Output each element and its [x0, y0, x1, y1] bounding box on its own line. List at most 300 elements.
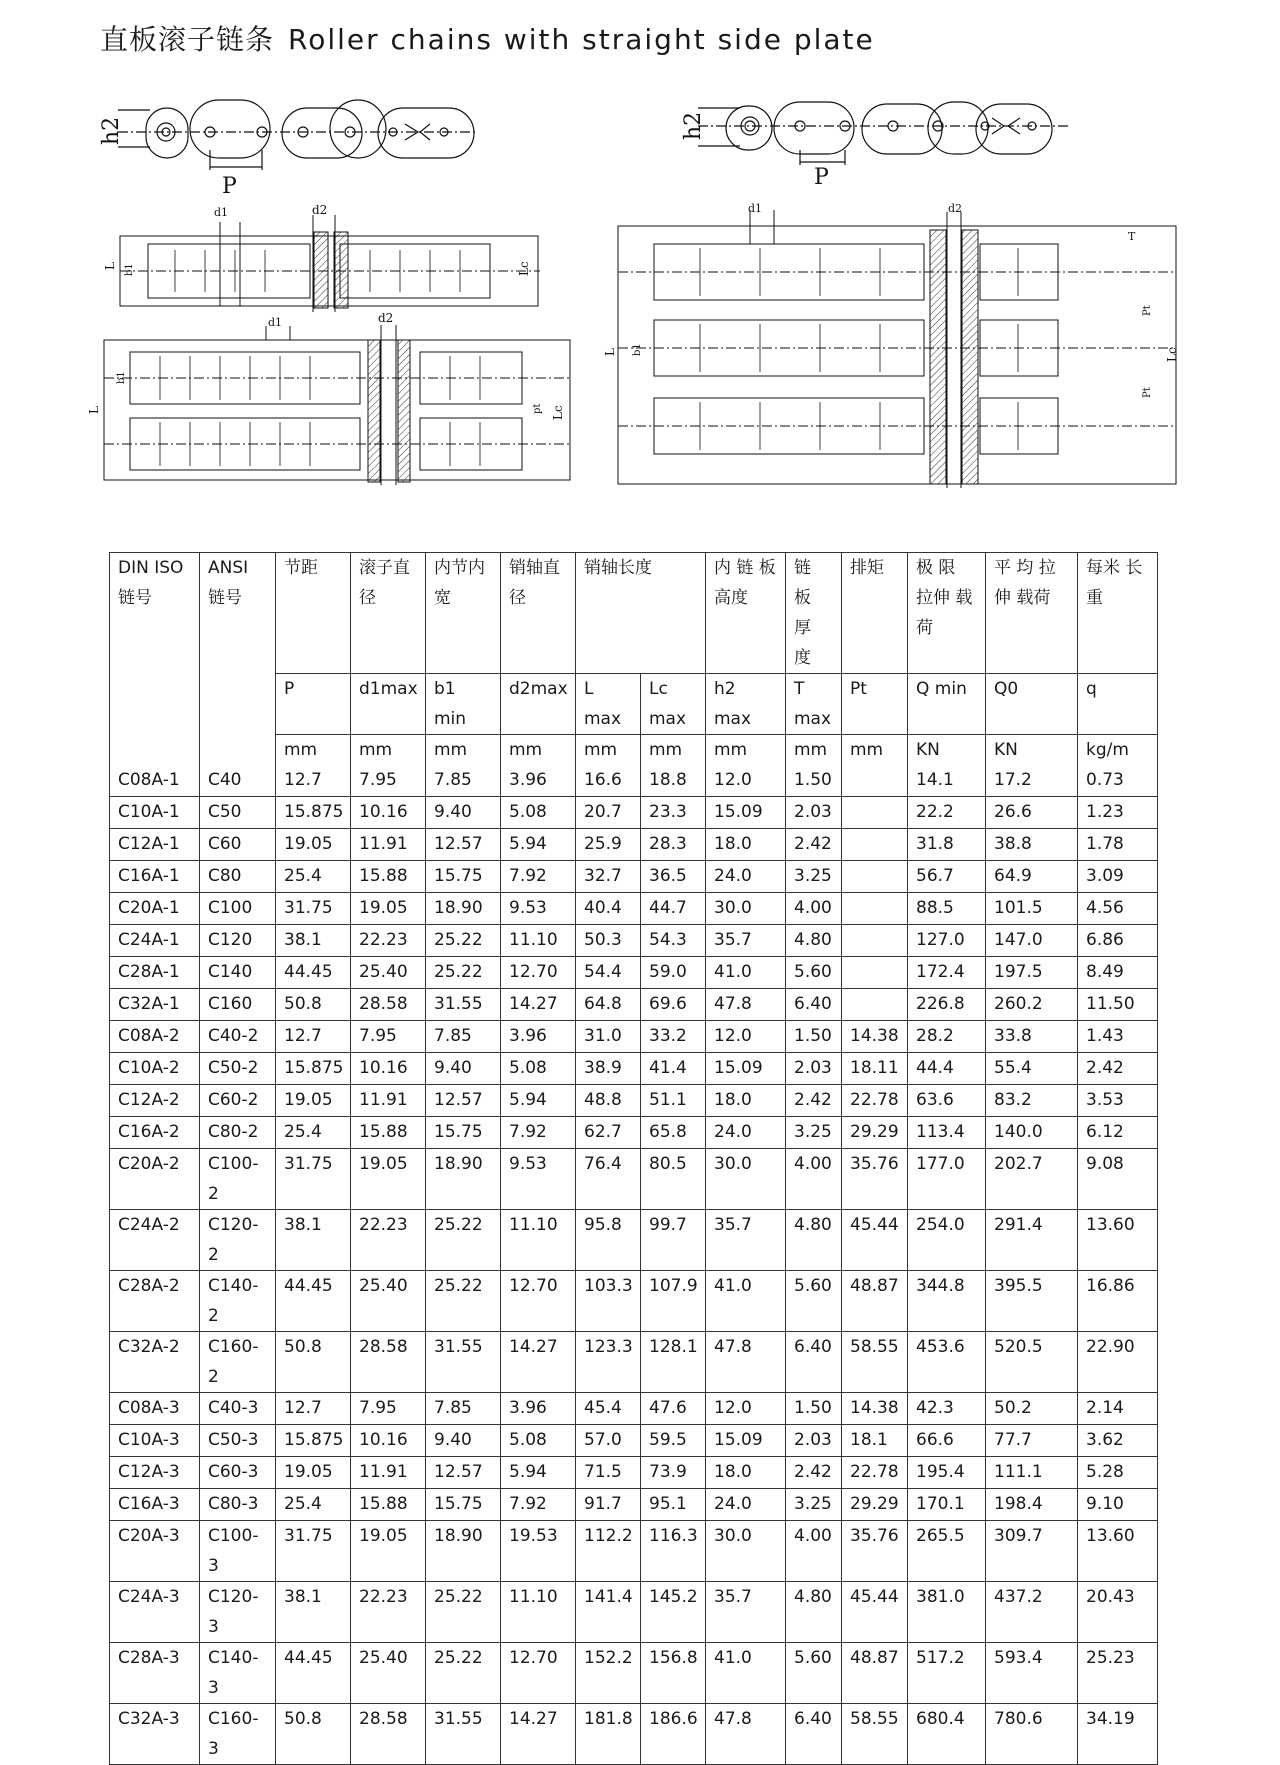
label-t-triplex: T: [1128, 230, 1136, 243]
ansi-chain-no: C50: [200, 797, 276, 829]
table-cell: 12.7: [276, 1021, 351, 1053]
label-pt2-triplex: Pt: [1142, 387, 1153, 398]
table-cell: 116.3: [641, 1521, 706, 1582]
unit-cell: mm: [576, 735, 641, 766]
header-plate-thickness: 链 板 厚 度: [786, 553, 842, 674]
ansi-chain-no: C120-3: [200, 1582, 276, 1643]
ansi-chain-no: C50-3: [200, 1425, 276, 1457]
table-cell: 4.80: [786, 1582, 842, 1643]
table-cell: 95.1: [641, 1489, 706, 1521]
title-chinese: 直板滚子链条: [100, 23, 275, 56]
table-row: [110, 861, 1158, 893]
table-cell: 10.16: [351, 1425, 426, 1457]
table-cell: 260.2: [986, 989, 1078, 1021]
table-cell: 13.60: [1078, 1210, 1158, 1271]
table-cell: 45.44: [842, 1582, 908, 1643]
title-english: Roller chains with straight side plate: [288, 23, 875, 56]
table-cell: 55.4: [986, 1053, 1078, 1085]
table-cell: 45.44: [842, 1210, 908, 1271]
din-chain-no: C24A-2: [110, 1210, 200, 1271]
table-cell: 22.78: [842, 1457, 908, 1489]
table-cell: 18.1: [842, 1425, 908, 1457]
din-chain-no: C32A-3: [110, 1704, 200, 1765]
table-cell: 12.7: [276, 765, 351, 797]
table-cell: 3.25: [786, 1489, 842, 1521]
table-cell: 5.94: [501, 829, 576, 861]
label-lc-triplex: Lc: [1165, 347, 1179, 362]
header-row-names: [110, 553, 1158, 674]
table-cell: 3.96: [501, 1021, 576, 1053]
table-cell: 11.10: [501, 1210, 576, 1271]
table-cell: 7.95: [351, 765, 426, 797]
header-ultimate-load: 极 限 拉伸 载荷: [908, 553, 986, 674]
table-cell: 2.14: [1078, 1393, 1158, 1425]
table-cell: 2.03: [786, 797, 842, 829]
table-cell: 38.9: [576, 1053, 641, 1085]
unit-cell: mm: [706, 735, 786, 766]
table-cell: 35.7: [706, 1210, 786, 1271]
table-cell: 28.3: [641, 829, 706, 861]
table-cell: 254.0: [908, 1210, 986, 1271]
table-cell: 35.7: [706, 925, 786, 957]
table-cell: 15.75: [426, 1489, 501, 1521]
table-cell: 35.76: [842, 1149, 908, 1210]
table-cell: 15.875: [276, 797, 351, 829]
table-cell: 7.92: [501, 1489, 576, 1521]
label-l-simplex: L: [103, 262, 117, 270]
table-cell: 47.8: [706, 1704, 786, 1765]
table-cell: 9.40: [426, 797, 501, 829]
unit-cell: KN: [908, 735, 986, 766]
table-cell: 32.7: [576, 861, 641, 893]
table-cell: 7.92: [501, 861, 576, 893]
table-cell: 6.40: [786, 1704, 842, 1765]
table-cell: 38.1: [276, 925, 351, 957]
table-cell: 91.7: [576, 1489, 641, 1521]
table-cell: 12.57: [426, 829, 501, 861]
table-cell: 265.5: [908, 1521, 986, 1582]
table-row: [110, 1521, 1158, 1582]
ansi-chain-no: C100-2: [200, 1149, 276, 1210]
ansi-chain-no: C40: [200, 765, 276, 797]
table-cell: 47.8: [706, 1332, 786, 1393]
table-cell: 5.08: [501, 1425, 576, 1457]
table-cell: 25.22: [426, 925, 501, 957]
simplex-top-view: [120, 215, 540, 312]
table-cell: 25.22: [426, 1643, 501, 1704]
table-cell: 15.88: [351, 1117, 426, 1149]
table-cell: 13.60: [1078, 1521, 1158, 1582]
table-cell: 8.49: [1078, 957, 1158, 989]
table-cell: 19.53: [501, 1521, 576, 1582]
table-cell: 2.03: [786, 1053, 842, 1085]
table-cell: 47.8: [706, 989, 786, 1021]
unit-cell: mm: [501, 735, 576, 766]
table-cell: 12.70: [501, 1643, 576, 1704]
table-cell: 111.1: [986, 1457, 1078, 1489]
table-cell: 5.28: [1078, 1457, 1158, 1489]
table-cell: 59.0: [641, 957, 706, 989]
table-cell: 12.57: [426, 1457, 501, 1489]
table-cell: 141.4: [576, 1582, 641, 1643]
table-cell: 31.8: [908, 829, 986, 861]
table-cell: 33.8: [986, 1021, 1078, 1053]
table-cell: 51.1: [641, 1085, 706, 1117]
table-cell: 24.0: [706, 1489, 786, 1521]
table-cell: 5.60: [786, 1643, 842, 1704]
table-cell: 19.05: [276, 1457, 351, 1489]
table-cell: 25.9: [576, 829, 641, 861]
table-cell: 65.8: [641, 1117, 706, 1149]
table-cell: 12.0: [706, 1393, 786, 1425]
label-d1-simplex: d1: [214, 206, 229, 219]
technical-drawings: [0, 0, 1280, 540]
table-cell: 7.85: [426, 765, 501, 797]
table-cell: 31.75: [276, 1149, 351, 1210]
table-cell: 103.3: [576, 1271, 641, 1332]
table-cell: 3.96: [501, 765, 576, 797]
header-average-load: 平 均 拉 伸 载荷: [986, 553, 1078, 674]
table-cell: 3.25: [786, 861, 842, 893]
din-chain-no: C28A-2: [110, 1271, 200, 1332]
table-cell: 123.3: [576, 1332, 641, 1393]
table-cell: 11.91: [351, 1085, 426, 1117]
table-cell: 56.7: [908, 861, 986, 893]
table-cell: 50.8: [276, 989, 351, 1021]
table-cell: 48.8: [576, 1085, 641, 1117]
label-pt-duplex: pt: [532, 403, 543, 414]
table-cell: 107.9: [641, 1271, 706, 1332]
triplex-top-view: [618, 210, 1176, 488]
table-cell: 12.0: [706, 1021, 786, 1053]
table-cell: 395.5: [986, 1271, 1078, 1332]
table-cell: 24.0: [706, 1117, 786, 1149]
label-l-duplex: L: [87, 406, 101, 414]
table-cell: 6.40: [786, 1332, 842, 1393]
ansi-chain-no: C100: [200, 893, 276, 925]
din-chain-no: C24A-1: [110, 925, 200, 957]
table-cell: 3.53: [1078, 1085, 1158, 1117]
table-cell: 680.4: [908, 1704, 986, 1765]
table-row: [110, 1704, 1158, 1765]
table-cell: 9.53: [501, 1149, 576, 1210]
label-lc-simplex: Lc: [517, 261, 531, 276]
table-cell: 66.6: [908, 1425, 986, 1457]
unit-cell: kg/m: [1078, 735, 1158, 766]
table-cell: 31.0: [576, 1021, 641, 1053]
table-cell: 58.55: [842, 1704, 908, 1765]
table-cell: 25.22: [426, 1210, 501, 1271]
table-cell: 11.10: [501, 925, 576, 957]
duplex-top-view: [104, 325, 572, 485]
header-ansi: ANSI 链号: [200, 553, 276, 766]
symbol-cell: q: [1078, 674, 1158, 735]
label-d1-triplex: d1: [748, 202, 763, 215]
symbol-cell: d1max: [351, 674, 426, 735]
table-cell: 25.23: [1078, 1643, 1158, 1704]
table-cell: 44.45: [276, 1271, 351, 1332]
ansi-chain-no: C120-2: [200, 1210, 276, 1271]
din-chain-no: C10A-2: [110, 1053, 200, 1085]
table-cell: 14.38: [842, 1393, 908, 1425]
table-cell: 2.42: [786, 1457, 842, 1489]
table-row: [110, 1021, 1158, 1053]
table-cell: 20.7: [576, 797, 641, 829]
din-chain-no: C12A-1: [110, 829, 200, 861]
table-cell: 11.91: [351, 1457, 426, 1489]
din-chain-no: C08A-3: [110, 1393, 200, 1425]
symbol-cell: P: [276, 674, 351, 735]
din-chain-no: C16A-2: [110, 1117, 200, 1149]
table-cell: 198.4: [986, 1489, 1078, 1521]
din-chain-no: C28A-3: [110, 1643, 200, 1704]
ansi-chain-no: C100-3: [200, 1521, 276, 1582]
table-cell: 344.8: [908, 1271, 986, 1332]
table-cell: 6.40: [786, 989, 842, 1021]
table-row: [110, 1643, 1158, 1704]
table-row: [110, 1210, 1158, 1271]
unit-cell: mm: [786, 735, 842, 766]
table-cell: [842, 797, 908, 829]
label-b1-simplex: b1: [124, 263, 135, 276]
table-cell: 63.6: [908, 1085, 986, 1117]
table-cell: 31.75: [276, 1521, 351, 1582]
table-cell: 18.0: [706, 1457, 786, 1489]
ansi-chain-no: C80-3: [200, 1489, 276, 1521]
table-cell: 25.4: [276, 1117, 351, 1149]
table-cell: 15.88: [351, 1489, 426, 1521]
table-row: [110, 1489, 1158, 1521]
table-cell: 9.53: [501, 893, 576, 925]
table-cell: 195.4: [908, 1457, 986, 1489]
din-chain-no: C28A-1: [110, 957, 200, 989]
label-b1-duplex: b1: [116, 371, 127, 384]
header-weight: 每米 长重: [1078, 553, 1158, 674]
table-cell: 15.88: [351, 861, 426, 893]
table-cell: 5.60: [786, 1271, 842, 1332]
table-cell: 50.8: [276, 1332, 351, 1393]
table-cell: 226.8: [908, 989, 986, 1021]
table-row: [110, 893, 1158, 925]
table-cell: 9.40: [426, 1425, 501, 1457]
ansi-chain-no: C140-2: [200, 1271, 276, 1332]
table-cell: 25.4: [276, 1489, 351, 1521]
symbol-cell: d2max: [501, 674, 576, 735]
din-chain-no: C08A-1: [110, 765, 200, 797]
table-cell: 12.0: [706, 765, 786, 797]
table-cell: 3.96: [501, 1393, 576, 1425]
table-cell: 112.2: [576, 1521, 641, 1582]
symbol-cell: T max: [786, 674, 842, 735]
table-cell: 50.8: [276, 1704, 351, 1765]
ansi-chain-no: C120: [200, 925, 276, 957]
table-cell: 18.8: [641, 765, 706, 797]
ansi-chain-no: C140: [200, 957, 276, 989]
table-cell: 3.62: [1078, 1425, 1158, 1457]
table-cell: 1.78: [1078, 829, 1158, 861]
ansi-chain-no: C160-2: [200, 1332, 276, 1393]
table-cell: 18.0: [706, 829, 786, 861]
din-chain-no: C12A-3: [110, 1457, 200, 1489]
table-cell: 28.58: [351, 1704, 426, 1765]
table-cell: 38.8: [986, 829, 1078, 861]
table-cell: 4.80: [786, 1210, 842, 1271]
table-cell: 19.05: [351, 1521, 426, 1582]
table-cell: 145.2: [641, 1582, 706, 1643]
table-cell: 3.09: [1078, 861, 1158, 893]
table-cell: 4.00: [786, 1149, 842, 1210]
table-cell: 520.5: [986, 1332, 1078, 1393]
din-chain-no: C20A-3: [110, 1521, 200, 1582]
table-cell: 202.7: [986, 1149, 1078, 1210]
header-pin-dia: 销轴直径: [501, 553, 576, 674]
table-cell: 1.50: [786, 1393, 842, 1425]
din-chain-no: C08A-2: [110, 1021, 200, 1053]
table-cell: 44.45: [276, 1643, 351, 1704]
unit-cell: mm: [426, 735, 501, 766]
table-cell: 48.87: [842, 1271, 908, 1332]
label-d2-triplex: d2: [948, 202, 963, 215]
table-cell: 22.78: [842, 1085, 908, 1117]
table-cell: 9.10: [1078, 1489, 1158, 1521]
table-cell: 147.0: [986, 925, 1078, 957]
table-cell: 5.60: [786, 957, 842, 989]
table-row: [110, 797, 1158, 829]
ansi-chain-no: C40-2: [200, 1021, 276, 1053]
table-cell: 73.9: [641, 1457, 706, 1489]
table-cell: 25.40: [351, 1271, 426, 1332]
table-cell: 7.85: [426, 1021, 501, 1053]
table-cell: 38.1: [276, 1582, 351, 1643]
side-view-left: [118, 100, 476, 170]
table-cell: 4.00: [786, 1521, 842, 1582]
table-cell: 6.86: [1078, 925, 1158, 957]
table-cell: 36.5: [641, 861, 706, 893]
table-cell: 47.6: [641, 1393, 706, 1425]
symbol-cell: Q min: [908, 674, 986, 735]
table-cell: 80.5: [641, 1149, 706, 1210]
table-cell: 35.76: [842, 1521, 908, 1582]
table-cell: 1.50: [786, 765, 842, 797]
table-cell: 33.2: [641, 1021, 706, 1053]
table-cell: 59.5: [641, 1425, 706, 1457]
table-cell: 18.0: [706, 1085, 786, 1117]
table-cell: 15.875: [276, 1425, 351, 1457]
table-row: [110, 1117, 1158, 1149]
table-cell: 28.2: [908, 1021, 986, 1053]
table-row: [110, 1149, 1158, 1210]
table-row: [110, 989, 1158, 1021]
table-cell: 15.09: [706, 1425, 786, 1457]
table-cell: 14.1: [908, 765, 986, 797]
label-d2-simplex: d2: [312, 203, 328, 217]
table-cell: 453.6: [908, 1332, 986, 1393]
table-cell: 170.1: [908, 1489, 986, 1521]
table-cell: 30.0: [706, 1149, 786, 1210]
table-cell: 2.42: [786, 829, 842, 861]
table-cell: 25.22: [426, 1271, 501, 1332]
table-cell: 25.40: [351, 957, 426, 989]
table-cell: 2.42: [1078, 1053, 1158, 1085]
header-roller: 滚子直径: [351, 553, 426, 674]
table-cell: 64.8: [576, 989, 641, 1021]
table-cell: 40.4: [576, 893, 641, 925]
table-cell: 99.7: [641, 1210, 706, 1271]
table-cell: 291.4: [986, 1210, 1078, 1271]
table-cell: 172.4: [908, 957, 986, 989]
table-cell: 14.38: [842, 1021, 908, 1053]
table-cell: 77.7: [986, 1425, 1078, 1457]
table-cell: 30.0: [706, 893, 786, 925]
table-cell: 23.3: [641, 797, 706, 829]
din-chain-no: C16A-1: [110, 861, 200, 893]
table-cell: 593.4: [986, 1643, 1078, 1704]
ansi-chain-no: C60-3: [200, 1457, 276, 1489]
table-cell: 381.0: [908, 1582, 986, 1643]
table-cell: 14.27: [501, 1332, 576, 1393]
table-cell: 30.0: [706, 1521, 786, 1582]
table-cell: 1.50: [786, 1021, 842, 1053]
table-cell: 19.05: [276, 829, 351, 861]
table-cell: 25.22: [426, 957, 501, 989]
table-cell: 3.25: [786, 1117, 842, 1149]
table-cell: 88.5: [908, 893, 986, 925]
table-row: [110, 1053, 1158, 1085]
table-cell: 29.29: [842, 1489, 908, 1521]
ansi-chain-no: C50-2: [200, 1053, 276, 1085]
table-cell: 26.6: [986, 797, 1078, 829]
table-row: [110, 1271, 1158, 1332]
table-cell: 24.0: [706, 861, 786, 893]
header-inner-width: 内节内宽: [426, 553, 501, 674]
table-cell: 140.0: [986, 1117, 1078, 1149]
table-row: [110, 925, 1158, 957]
table-cell: 780.6: [986, 1704, 1078, 1765]
table-cell: 22.23: [351, 1582, 426, 1643]
table-cell: 14.27: [501, 989, 576, 1021]
table-cell: 197.5: [986, 957, 1078, 989]
table-cell: 5.94: [501, 1085, 576, 1117]
table-cell: 48.87: [842, 1643, 908, 1704]
table-cell: 1.43: [1078, 1021, 1158, 1053]
table-cell: 57.0: [576, 1425, 641, 1457]
symbol-cell: Pt: [842, 674, 908, 735]
table-row: [110, 829, 1158, 861]
table-cell: 128.1: [641, 1332, 706, 1393]
table-cell: 6.12: [1078, 1117, 1158, 1149]
table-cell: 10.16: [351, 797, 426, 829]
ansi-chain-no: C80-2: [200, 1117, 276, 1149]
table-cell: 5.08: [501, 797, 576, 829]
table-cell: 18.90: [426, 1521, 501, 1582]
table-row: [110, 1393, 1158, 1425]
table-cell: 152.2: [576, 1643, 641, 1704]
ansi-chain-no: C160-3: [200, 1704, 276, 1765]
table-cell: 4.00: [786, 893, 842, 925]
table-cell: 95.8: [576, 1210, 641, 1271]
table-cell: [842, 829, 908, 861]
din-chain-no: C20A-1: [110, 893, 200, 925]
table-cell: 76.4: [576, 1149, 641, 1210]
ansi-chain-no: C160: [200, 989, 276, 1021]
table-cell: 41.0: [706, 1643, 786, 1704]
table-cell: 309.7: [986, 1521, 1078, 1582]
table-cell: [842, 957, 908, 989]
table-cell: 44.4: [908, 1053, 986, 1085]
table-cell: 22.23: [351, 925, 426, 957]
table-cell: 58.55: [842, 1332, 908, 1393]
table-cell: 62.7: [576, 1117, 641, 1149]
